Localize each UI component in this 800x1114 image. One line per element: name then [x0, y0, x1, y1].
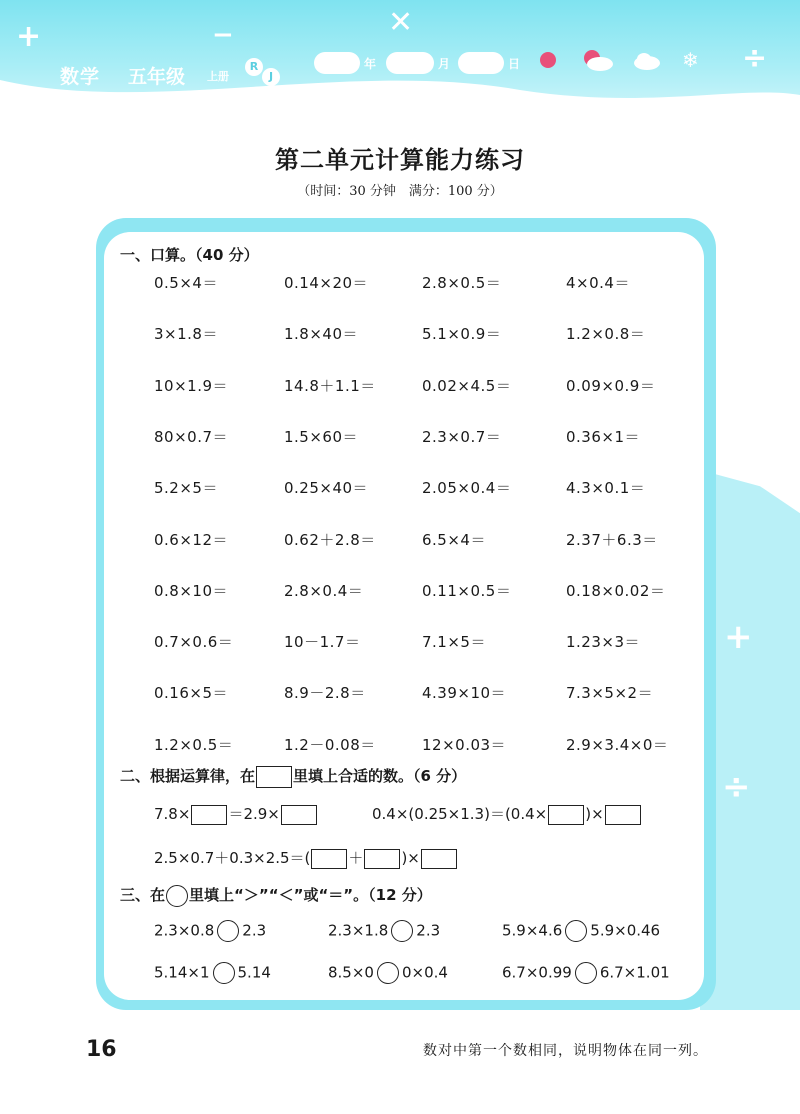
answer-box[interactable] [605, 805, 641, 825]
mental-math-problem: 0.14×20＝ [284, 274, 369, 292]
mental-math-problem: 5.1×0.9＝ [422, 325, 502, 343]
mental-math-problem: 0.62＋2.8＝ [284, 531, 376, 549]
plus-icon: + [16, 19, 42, 54]
day-label: 日 [508, 57, 521, 71]
compare-left: 8.5×0 [328, 963, 374, 982]
section-1-heading: 一、口算。（40 分） [120, 246, 259, 264]
compare-problem [328, 962, 448, 984]
compare-right: 5.9×0.46 [590, 921, 661, 940]
answer-box[interactable] [364, 849, 400, 869]
mental-math-problem: 10×1.9＝ [154, 377, 229, 395]
page-subtitle: （时间：30 分钟 满分：100 分） [297, 184, 503, 199]
mental-math-problem: 1.2×0.8＝ [566, 325, 646, 343]
mental-math-problem: 0.09×0.9＝ [566, 377, 656, 395]
sample-box [256, 766, 292, 788]
answer-circle[interactable] [575, 962, 597, 984]
section-3-heading-a: 三、在 [120, 886, 166, 904]
minus-icon: − [212, 20, 234, 50]
mental-math-problem: 5.2×5＝ [154, 479, 218, 497]
plus-icon: ✕ [388, 5, 414, 40]
compare-right: 5.14 [237, 963, 271, 982]
mental-math-problem: 1.23×3＝ [566, 633, 641, 651]
compare-left: 6.7×0.99 [502, 963, 572, 982]
mental-math-problem: 2.3×0.7＝ [422, 428, 502, 446]
plus-icon: + [724, 617, 753, 657]
mental-math-problem: 7.3×5×2＝ [566, 684, 654, 702]
section-2-heading-b: 里填上合适的数。（6 分） [293, 767, 467, 785]
mental-math-problem: 3×1.8＝ [154, 325, 218, 343]
law-problem-2-b: )× [585, 805, 604, 823]
answer-box[interactable] [311, 849, 347, 869]
mental-math-problem: 0.11×0.5＝ [422, 582, 512, 600]
mental-math-problem: 2.8×0.5＝ [422, 274, 502, 292]
compare-right: 2.3 [242, 921, 267, 940]
page-title: 第二单元计算能力练习 [275, 146, 525, 174]
law-problem-3-a: 2.5×0.7＋0.3×2.5＝( [154, 849, 311, 867]
answer-box[interactable] [281, 805, 317, 825]
mental-math-problem: 4.39×10＝ [422, 684, 507, 702]
compare-problem [154, 962, 271, 984]
month-field[interactable] [386, 52, 434, 74]
sun-icon [540, 52, 556, 68]
edition-badge-j: J [262, 68, 280, 86]
compare-problem [502, 920, 660, 942]
mental-math-problem: 0.18×0.02＝ [566, 582, 666, 600]
section-2-heading-a: 二、根据运算律，在 [120, 767, 256, 785]
compare-left: 2.3×0.8 [154, 921, 215, 940]
day-field[interactable] [458, 52, 504, 74]
subject-label: 数学 [60, 66, 101, 88]
compare-right: 2.3 [416, 921, 441, 940]
mental-math-problem: 12×0.03＝ [422, 736, 507, 754]
law-problem-2-a: 0.4×(0.25×1.3)＝(0.4× [372, 805, 548, 823]
answer-circle[interactable] [391, 920, 413, 942]
mental-math-problem: 0.5×4＝ [154, 274, 218, 292]
section-3-heading-b: 里填上“＞”“＜”或“＝”。（12 分） [189, 886, 432, 904]
divide-icon: ÷ [722, 767, 751, 807]
cloud-icon [632, 50, 662, 72]
compare-left: 2.3×1.8 [328, 921, 389, 940]
month-label: 月 [438, 57, 451, 71]
sample-circle [166, 885, 188, 907]
page-number: 16 [86, 1037, 117, 1062]
volume-label: 上册 [207, 70, 229, 83]
mental-math-problem: 0.25×40＝ [284, 479, 369, 497]
answer-box[interactable] [548, 805, 584, 825]
mental-math-problem: 4×0.4＝ [566, 274, 630, 292]
law-problem-3 [154, 847, 458, 869]
edition-badge-r: R [245, 58, 263, 76]
law-problem-3-c: )× [401, 849, 420, 867]
mental-math-problem: 1.2×0.5＝ [154, 736, 234, 754]
divide-icon: ÷ [742, 41, 768, 76]
compare-problem [502, 962, 670, 984]
compare-left: 5.9×4.6 [502, 921, 563, 940]
sun-cloud-icon [580, 48, 614, 72]
mental-math-problem: 0.7×0.6＝ [154, 633, 234, 651]
compare-problem [328, 920, 440, 942]
compare-problem [154, 920, 266, 942]
mental-math-problem: 80×0.7＝ [154, 428, 229, 446]
snowflake-icon: ❄ [682, 48, 699, 72]
mental-math-problem: 6.5×4＝ [422, 531, 486, 549]
year-field[interactable] [314, 52, 360, 74]
mental-math-problem: 2.8×0.4＝ [284, 582, 364, 600]
mental-math-problem: 0.8×10＝ [154, 582, 229, 600]
mental-math-problem: 10－1.7＝ [284, 633, 361, 651]
grade-label: 五年级 [128, 66, 186, 88]
mental-math-problem: 2.37＋6.3＝ [566, 531, 658, 549]
mental-math-problem: 0.36×1＝ [566, 428, 641, 446]
section-3-heading [120, 884, 432, 907]
answer-box[interactable] [191, 805, 227, 825]
answer-circle[interactable] [213, 962, 235, 984]
compare-right: 0×0.4 [401, 963, 448, 982]
mental-math-problem: 2.9×3.4×0＝ [566, 736, 669, 754]
mental-math-problem: 2.05×0.4＝ [422, 479, 512, 497]
answer-box[interactable] [421, 849, 457, 869]
mental-math-problem: 0.02×4.5＝ [422, 377, 512, 395]
law-problem-1-b: ＝2.9× [228, 805, 280, 823]
mental-math-problem: 14.8＋1.1＝ [284, 377, 376, 395]
section-2-heading [120, 765, 466, 788]
law-problem-2 [372, 803, 642, 825]
mental-math-problem: 1.5×60＝ [284, 428, 359, 446]
compare-left: 5.14×1 [154, 963, 210, 982]
answer-circle[interactable] [565, 920, 587, 942]
compare-right: 6.7×1.01 [599, 963, 670, 982]
year-label: 年 [364, 57, 377, 71]
mental-math-problem: 8.9－2.8＝ [284, 684, 366, 702]
mental-math-problem: 7.1×5＝ [422, 633, 486, 651]
answer-circle[interactable] [377, 962, 399, 984]
law-problem-1-a: 7.8× [154, 805, 191, 823]
law-problem-1 [154, 803, 318, 825]
law-problem-3-b: ＋ [348, 849, 364, 867]
footer-note: 数对中第一个数相同，说明物体在同一列。 [423, 1043, 708, 1059]
page-header [0, 0, 800, 112]
mental-math-problem: 0.16×5＝ [154, 684, 229, 702]
mental-math-problem: 1.8×40＝ [284, 325, 359, 343]
mental-math-problem: 4.3×0.1＝ [566, 479, 646, 497]
mental-math-problem: 0.6×12＝ [154, 531, 229, 549]
answer-circle[interactable] [217, 920, 239, 942]
mental-math-problem: 1.2－0.08＝ [284, 736, 376, 754]
